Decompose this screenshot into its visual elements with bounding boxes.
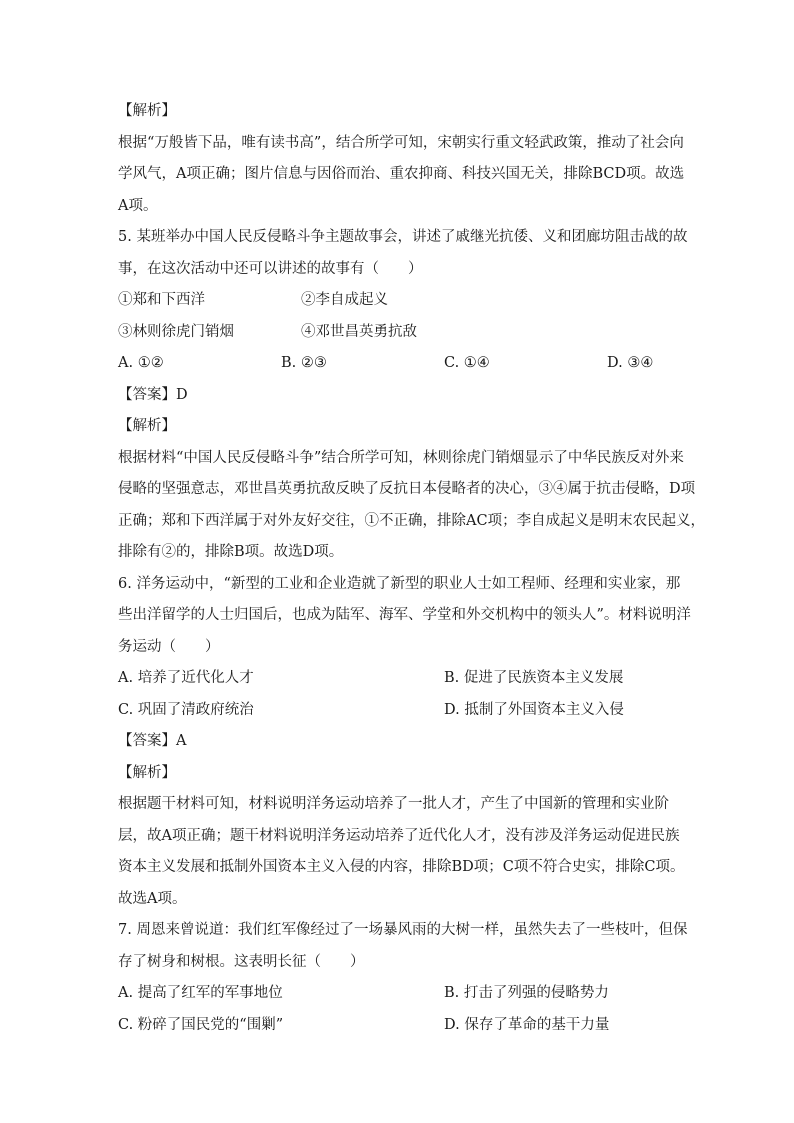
analysis-line: 根据“万般皆下品，唯有读书高”，结合所学可知，宋朝实行重文轻武政策，推动了社会向 bbox=[118, 134, 684, 151]
option-b: B. 打击了列强的侵略势力 bbox=[444, 985, 609, 1001]
option-a: A. 提高了红军的军事地位 bbox=[118, 985, 283, 1001]
analysis-line: 根据材料“中国人民反侵略斗争”结合所学可知，林则徐虎门销烟显示了中华民族反对外来 bbox=[118, 449, 684, 466]
option-c: C. 粉碎了国民党的“围剿” bbox=[118, 1016, 284, 1033]
question-stem: 6. 洋务运动中，“新型的工业和企业造就了新型的职业人士如工程师、经理和实业家，那 bbox=[118, 575, 681, 592]
question-stem: 7. 周恩来曾说道：我们红军像经过了一场暴风雨的大树一样，虽然失去了一些枝叶，但保 bbox=[118, 922, 688, 938]
option-d: D. 保存了革命的基干力量 bbox=[444, 1016, 610, 1033]
question-item: ②李自成起义 bbox=[301, 292, 388, 308]
options-row bbox=[118, 695, 678, 727]
analysis-line: 故选A项。 bbox=[118, 890, 187, 907]
analysis-line: A项。 bbox=[118, 197, 158, 214]
option-a: A. ①② bbox=[118, 355, 164, 371]
question-item: ③林则徐虎门销烟 bbox=[118, 323, 234, 340]
option-c: C. ①④ bbox=[444, 355, 490, 371]
analysis-line: 层，故A项正确；题干材料说明洋务运动培养了近代化人才，没有涉及洋务运动促进民族 bbox=[118, 827, 680, 844]
analysis-heading: 【解析】 bbox=[118, 418, 176, 434]
analysis-line: 排除有②的，排除B项。故选D项。 bbox=[118, 544, 344, 560]
question-items-row bbox=[118, 285, 678, 317]
options-row bbox=[118, 1010, 678, 1042]
analysis-line: 正确；郑和下西洋属于对外友好交往，①不正确，排除AC项；李自成起义是明末农民起义， bbox=[118, 512, 706, 529]
analysis-heading: 【解析】 bbox=[118, 764, 176, 781]
options-row bbox=[118, 663, 678, 695]
analysis-line: 学风气，A项正确；图片信息与因俗而治、重农抑商、科技兴国无关，排除BCD项。故选 bbox=[118, 166, 685, 182]
option-b: B. 促进了民族资本主义发展 bbox=[444, 670, 624, 686]
options-row bbox=[118, 348, 678, 380]
question-stem: 存了树身和树根。这表明长征（ ） bbox=[118, 953, 365, 970]
analysis-line: 资本主义发展和抵制外国资本主义入侵的内容，排除BD项；C项不符合史实，排除C项。 bbox=[118, 859, 685, 875]
option-b: B. ②③ bbox=[281, 355, 327, 371]
question-stem: 务运动（ ） bbox=[118, 638, 220, 655]
question-stem: 事，在这次活动中还可以讲述的故事有（ ） bbox=[118, 260, 423, 277]
option-c: C. 巩固了清政府统治 bbox=[118, 701, 254, 718]
question-stem: 些出洋留学的人士归国后，也成为陆军、海军、学堂和外交机构中的领头人”。材料说明洋 bbox=[118, 607, 691, 623]
question-item: ①郑和下西洋 bbox=[118, 292, 205, 308]
question-stem: 5. 某班举办中国人民反侵略斗争主题故事会，讲述了戚继光抗倭、义和团廊坊阻击战的故 bbox=[118, 229, 688, 245]
option-a: A. 培养了近代化人才 bbox=[118, 670, 254, 686]
option-d: D. ③④ bbox=[607, 355, 654, 371]
options-row bbox=[118, 978, 678, 1010]
analysis-line: 侵略的坚强意志，邓世昌英勇抗敌反映了反抗日本侵略者的决心，③④属于抗击侵略，D项 bbox=[118, 481, 696, 497]
analysis-line: 根据题干材料可知，材料说明洋务运动培养了一批人才，产生了中国新的管理和实业阶 bbox=[118, 796, 669, 812]
document-page bbox=[118, 96, 706, 1041]
analysis-heading: 【解析】 bbox=[118, 103, 176, 119]
answer: 【答案】A bbox=[118, 733, 187, 749]
question-item: ④邓世昌英勇抗敌 bbox=[301, 323, 417, 340]
option-d: D. 抵制了外国资本主义入侵 bbox=[444, 701, 624, 718]
question-items-row bbox=[118, 317, 678, 349]
answer: 【答案】D bbox=[118, 386, 188, 403]
